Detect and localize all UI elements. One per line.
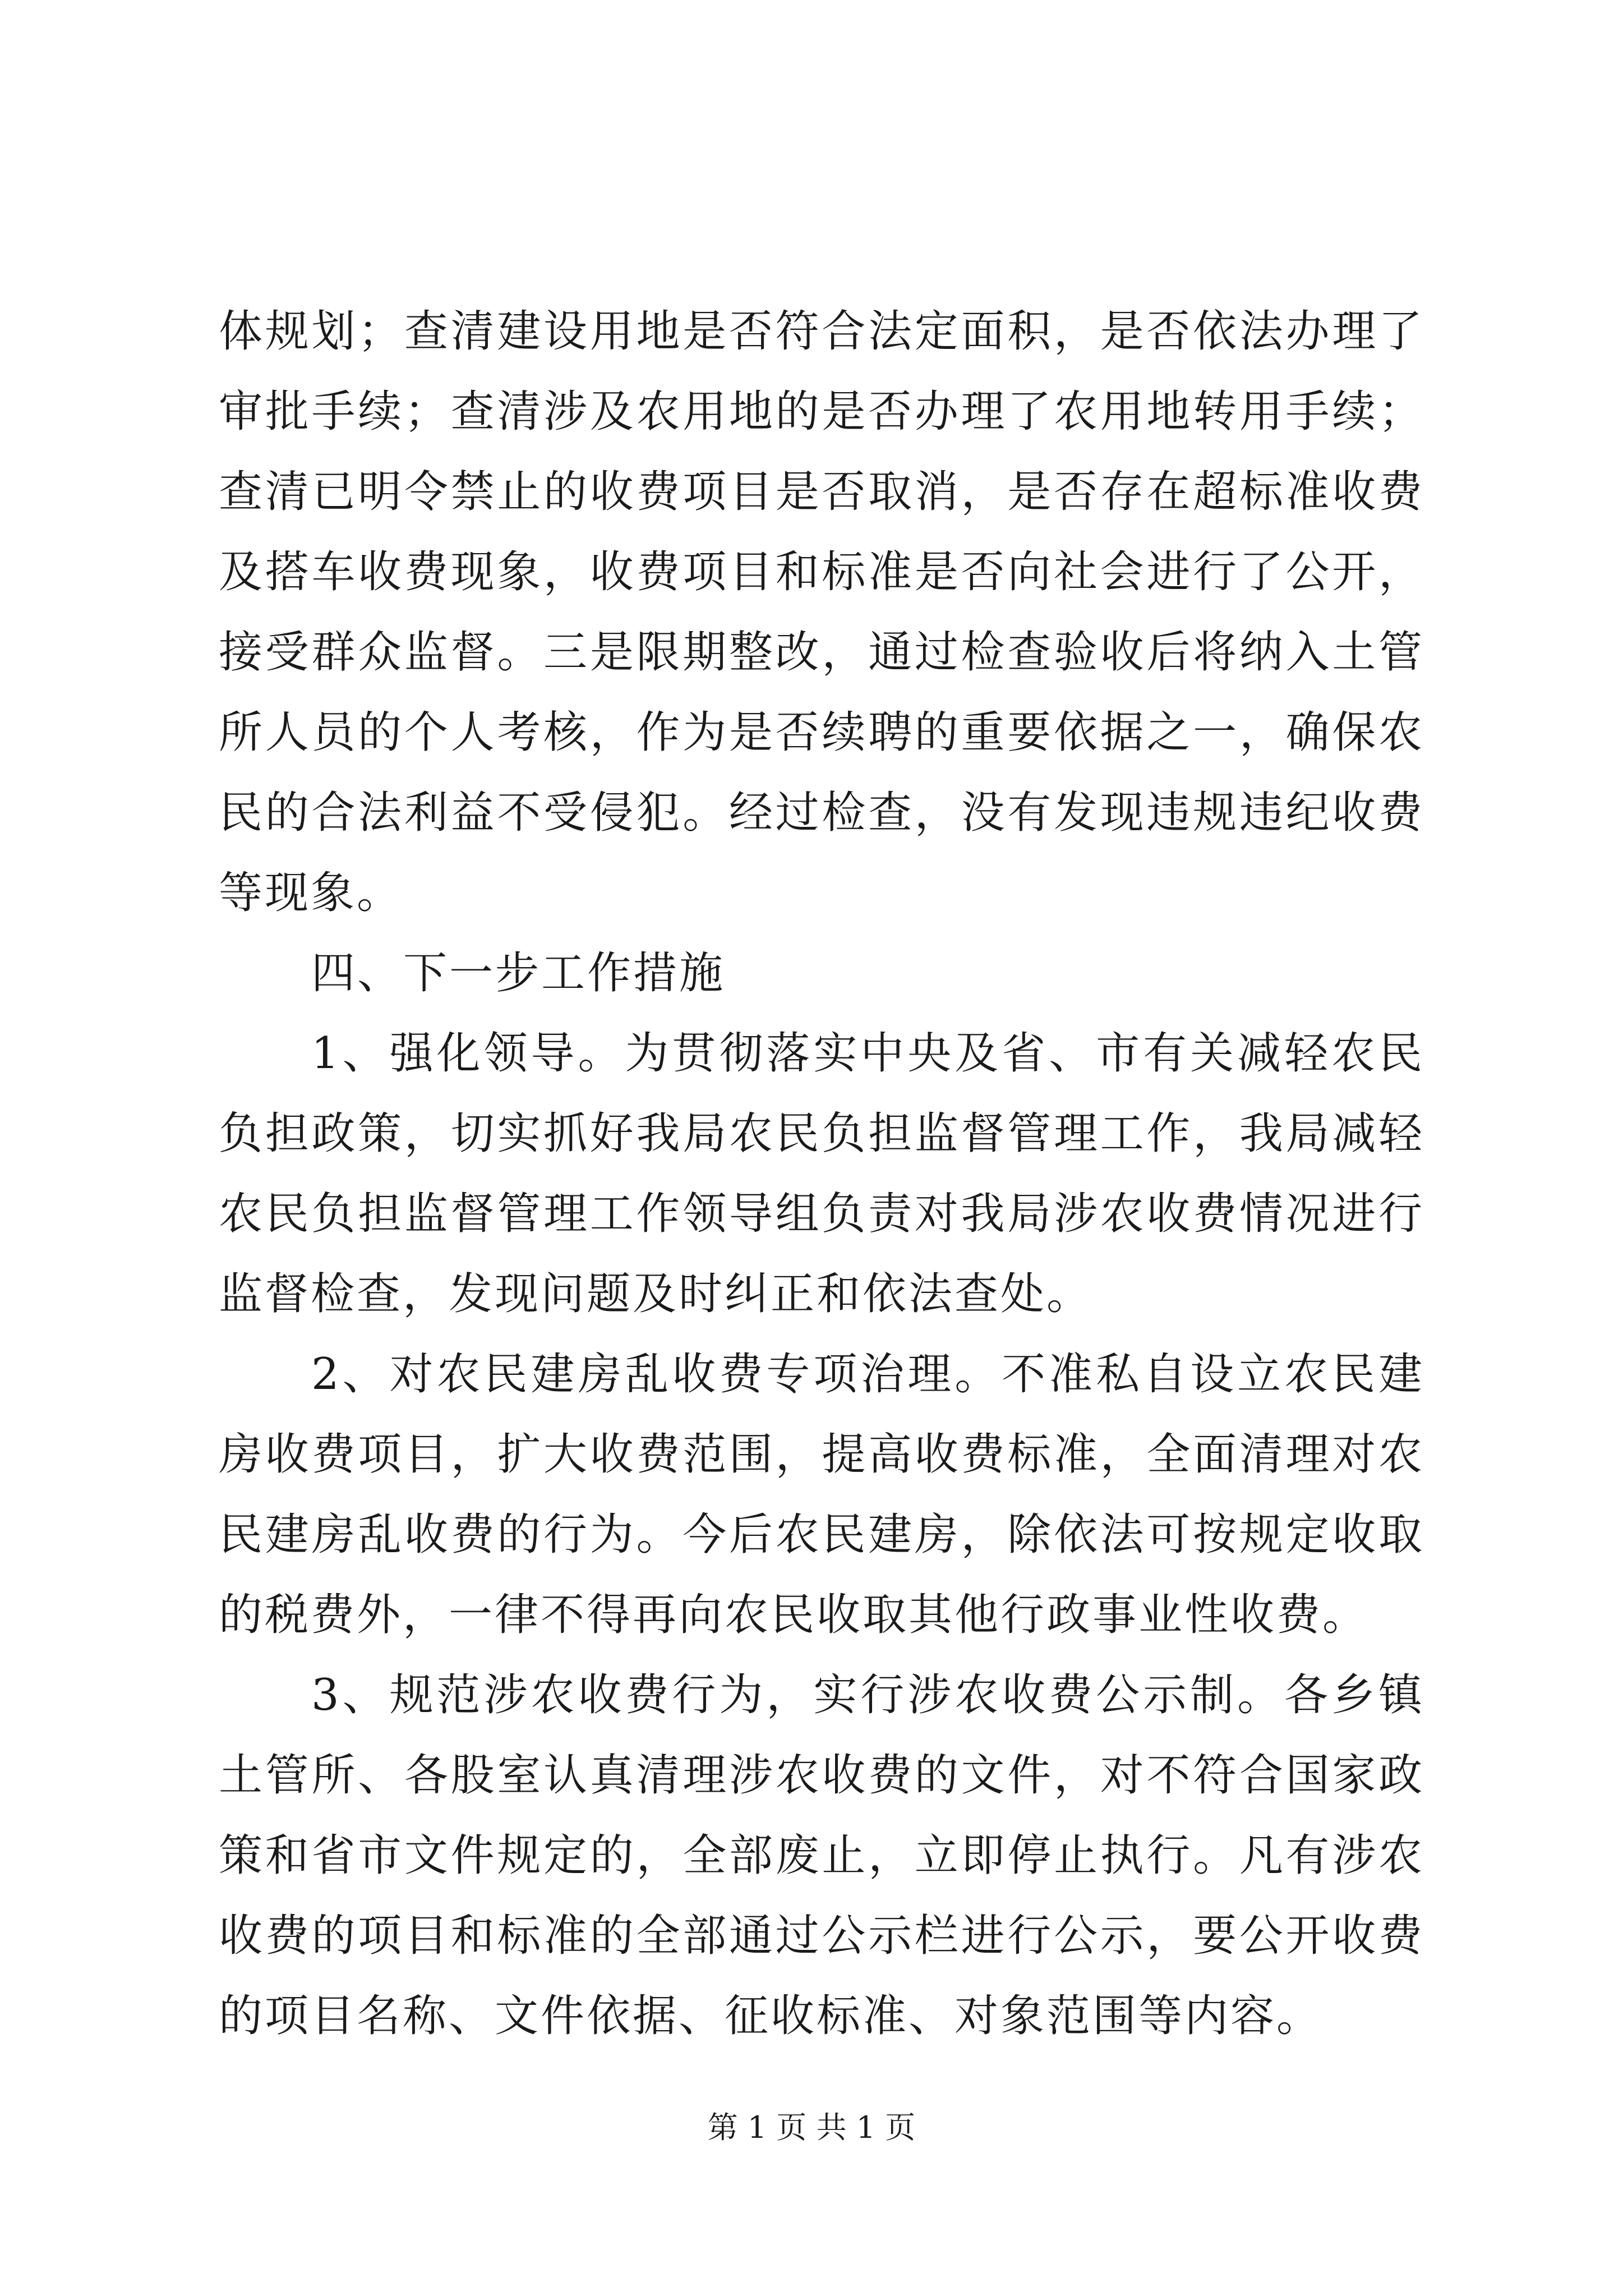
document-body xyxy=(219,292,1424,2056)
paragraph-item-3: 3、规范涉农收费行为，实行涉农收费公示制。各乡镇土管所、各股室认真清理涉农收费的文件，对不符合国家政策和省市文件规定的，全部废止，立即停止执行。凡有涉农收费的项目和标准的全部通过公示栏进行公示，要公开收费的项目名称、文件依据、征收标准、对象范围等内容。 xyxy=(219,1670,1424,2041)
section-heading: 四、下一步工作措施 xyxy=(311,948,726,999)
paragraph-item-2: 2、对农民建房乱收费专项治理。不准私自设立农民建房收费项目，扩大收费范围，提高收费标准，全面清理对农民建房乱收费的行为。今后农民建房，除依法可按规定收取的税费外，一律不得再向农民收取其他行政事业性收费。 xyxy=(219,1349,1424,1640)
paragraph-item-1: 1、强化领导。为贯彻落实中央及省、市有关减轻农民负担政策，切实抓好我局农民负担监督管理工作，我局减轻农民负担监督管理工作领导组负责对我局涉农收费情况进行监督检查，发现问题及时纠正和依法查处。 xyxy=(219,1028,1424,1319)
page-footer: 第 1 页 共 1 页 xyxy=(707,2110,916,2145)
paragraph-continuation: 体规划；查清建设用地是否符合法定面积，是否依法办理了审批手续；查清涉及农用地的是否办理了农用地转用手续；查清已明令禁止的收费项目是否取消，是否存在超标准收费及搭车收费现象，收费项目和标准是否向社会进行了公开，接受群众监督。三是限期整改，通过检查验收后将纳入土管所人员的个人考核，作为是否续聘的重要依据之一，确保农民的合法利益不受侵犯。经过检查，没有发现违规违纪收费等现象。 xyxy=(219,306,1424,918)
